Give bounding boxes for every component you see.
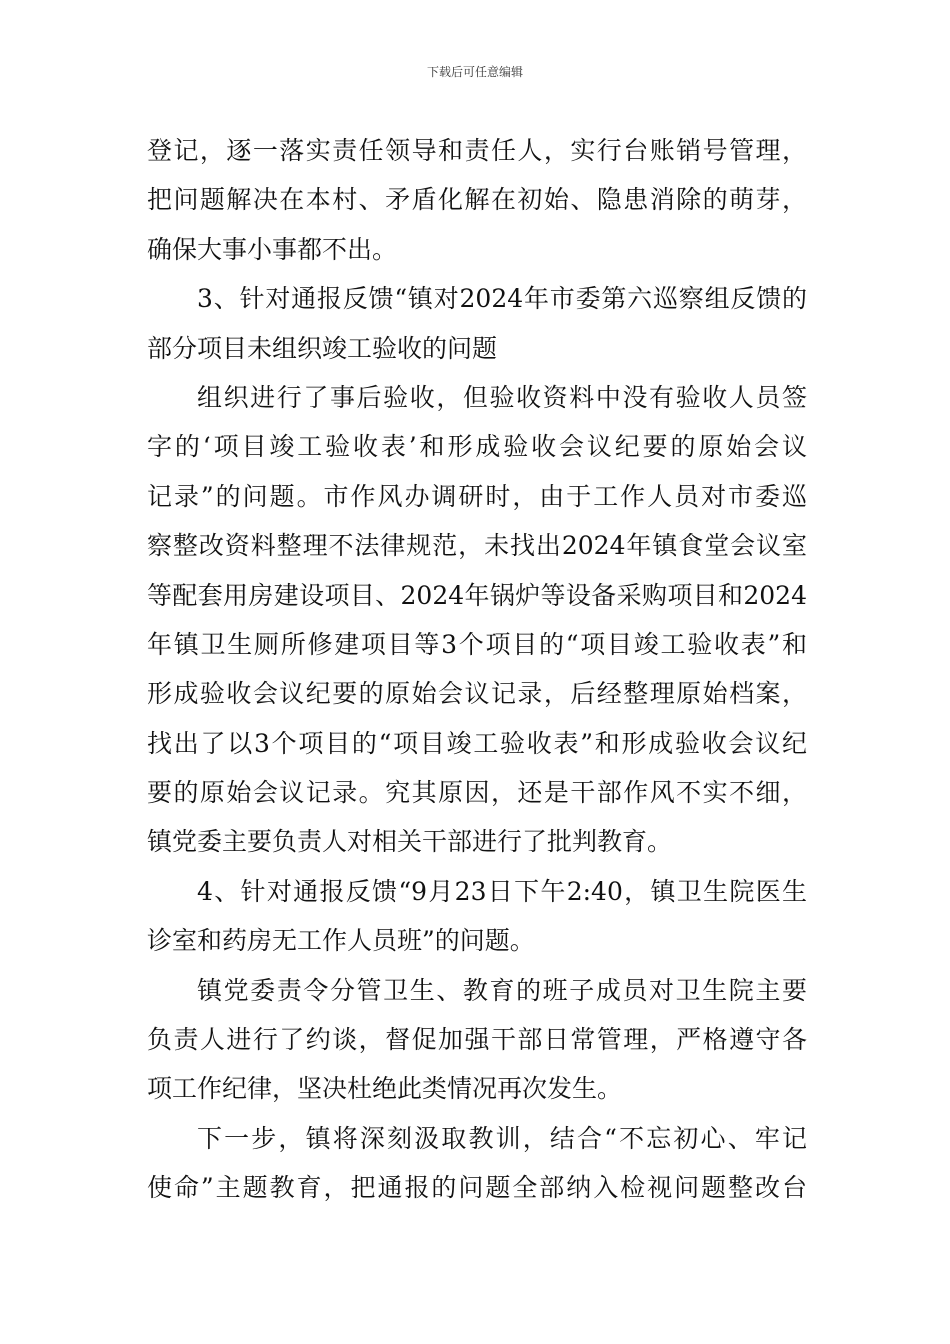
text-line: 镇党委主要负责人对相关干部进行了批判教育。 [147, 827, 673, 857]
text-line: 负责人进行了约谈，督促加强干部日常管理，严格遵守各 [147, 1025, 807, 1055]
text-line: 使命”主题教育，把通报的问题全部纳入检视问题整改台 [147, 1173, 807, 1203]
text-line: 诊室和药房无工作人员班”的问题。 [147, 926, 535, 956]
text-line: 字的‘项目竣工验收表’和形成验收会议纪要的原始会议 [147, 432, 807, 462]
text-line: 部分项目未组织竣工验收的问题 [147, 333, 498, 363]
text-line: 察整改资料整理不法律规范，未找出2024年镇食堂会议室 [147, 531, 807, 561]
text-line: 找出了以3个项目的“项目竣工验收表”和形成验收会议纪 [147, 728, 807, 758]
text-line: 把问题解决在本村、矛盾化解在初始、隐患消除的萌芽， [147, 185, 807, 215]
text-line: 登记，逐一落实责任领导和责任人，实行台账销号管理， [147, 136, 807, 165]
text-line: 要的原始会议记录。究其原因，还是干部作风不实不细， [147, 778, 807, 808]
text-line: 项工作纪律，坚决杜绝此类情况再次发生。 [147, 1074, 623, 1104]
text-line: 记录”的问题。市作风办调研时，由于工作人员对市委巡 [147, 481, 807, 511]
text-line: 形成验收会议纪要的原始会议记录，后经整理原始档案， [147, 679, 807, 709]
text-line: 4、针对通报反馈“9月23日下午2:40，镇卫生院医生 [197, 876, 807, 906]
text-line: 3、针对通报反馈“镇对2024年市委第六巡察组反馈的 [197, 284, 807, 314]
text-line: 下一步，镇将深刻汲取教训，结合“不忘初心、牢记 [197, 1123, 807, 1153]
text-line: 确保大事小事都不出。 [147, 234, 398, 264]
text-line: 等配套用房建设项目、2024年锅炉等设备采购项目和2024 [147, 580, 807, 610]
page-header: 下载后可任意编辑 [426, 65, 523, 79]
document-body [147, 126, 807, 1213]
text-line: 组织进行了事后验收，但验收资料中没有验收人员签 [197, 382, 807, 412]
text-line: 年镇卫生厕所修建项目等3个项目的“项目竣工验收表”和 [147, 629, 807, 659]
text-line: 镇党委责令分管卫生、教育的班子成员对卫生院主要 [197, 975, 807, 1005]
